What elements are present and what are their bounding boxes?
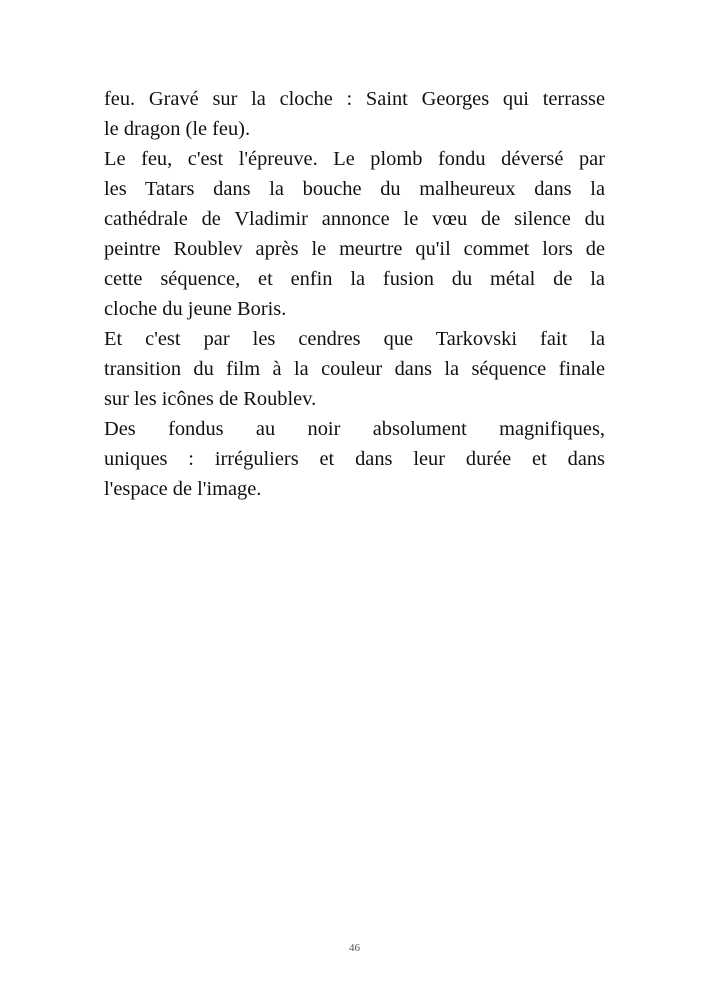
text-line: Des fondus au noir absolument magnifiques, (104, 418, 605, 440)
page-number: 46 (349, 942, 360, 954)
text-line: peintre Roublev après le meurtre qu'il commet lors de (104, 238, 605, 260)
text-line: feu. Gravé sur la cloche : Saint Georges qui terrasse (104, 88, 605, 110)
text-line: Le feu, c'est l'épreuve. Le plomb fondu déversé par (104, 148, 605, 170)
text-line: cette séquence, et enfin la fusion du métal de la (104, 268, 605, 290)
text-line: transition du film à la couleur dans la séquence finale (104, 358, 605, 380)
body-text (104, 84, 605, 504)
text-line: cloche du jeune Boris. (104, 298, 287, 320)
text-line: le dragon (le feu). (104, 118, 251, 140)
text-line: les Tatars dans la bouche du malheureux dans la (104, 178, 605, 200)
text-line: uniques : irréguliers et dans leur durée et dans (104, 448, 605, 470)
text-line: sur les icônes de Roublev. (104, 388, 317, 410)
text-line: Et c'est par les cendres que Tarkovski fait la (104, 328, 605, 350)
text-line: cathédrale de Vladimir annonce le vœu de silence du (104, 208, 605, 230)
text-line: l'espace de l'image. (104, 478, 262, 500)
